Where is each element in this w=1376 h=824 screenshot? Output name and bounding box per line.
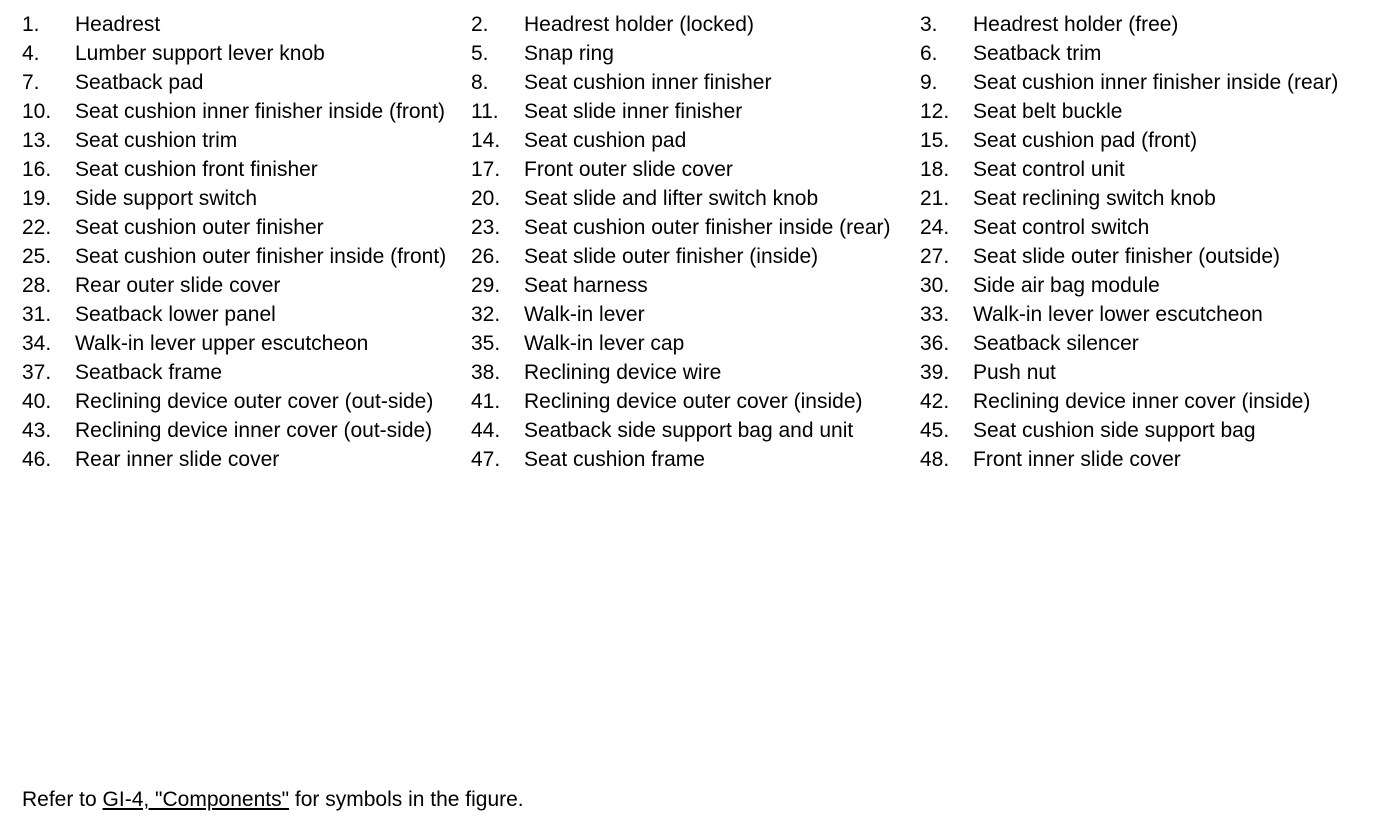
- item-number: 2.: [471, 13, 489, 36]
- item-number: 5.: [471, 42, 489, 65]
- item-number: 32.: [471, 303, 501, 326]
- item-label: Seat slide and lifter switch knob: [524, 187, 819, 210]
- legend-item: [920, 387, 1362, 416]
- item-label: Side support switch: [75, 187, 258, 210]
- item-label: Seat harness: [524, 274, 648, 297]
- item-label: Seat cushion frame: [524, 448, 705, 471]
- note-prefix: Refer to: [22, 788, 103, 811]
- legend-item: [920, 300, 1362, 329]
- item-number: 13.: [22, 129, 52, 152]
- item-number: 12.: [920, 100, 950, 123]
- item-number: 11.: [471, 100, 499, 123]
- legend-row: [22, 445, 1362, 474]
- item-label: Front outer slide cover: [524, 158, 733, 181]
- legend-item: [22, 39, 471, 68]
- legend-item: [920, 445, 1362, 474]
- item-number: 40.: [22, 390, 52, 413]
- item-number: 31.: [22, 303, 52, 326]
- legend-item: [920, 126, 1362, 155]
- item-number: 42.: [920, 390, 950, 413]
- item-label: Seat cushion outer finisher: [75, 216, 324, 239]
- item-number: 44.: [471, 419, 501, 442]
- legend-item: [920, 10, 1362, 39]
- item-number: 21.: [920, 187, 950, 210]
- item-number: 16.: [22, 158, 52, 181]
- item-label: Reclining device inner cover (out-side): [75, 419, 433, 442]
- item-number: 18.: [920, 158, 950, 181]
- item-number: 15.: [920, 129, 950, 152]
- item-label: Seatback side support bag and unit: [524, 419, 854, 442]
- item-number: 48.: [920, 448, 950, 471]
- item-number: 19.: [22, 187, 52, 210]
- item-label: Seat cushion front finisher: [75, 158, 318, 181]
- item-number: 29.: [471, 274, 501, 297]
- item-number: 33.: [920, 303, 950, 326]
- item-number: 23.: [471, 216, 501, 239]
- legend-item: [22, 387, 471, 416]
- components-reference-link[interactable]: GI-4, "Components": [102, 788, 290, 811]
- item-label: Walk-in lever cap: [524, 332, 685, 355]
- item-number: 35.: [471, 332, 501, 355]
- legend-item: [471, 387, 920, 416]
- item-label: Reclining device outer cover (out-side): [75, 390, 434, 413]
- item-number: 26.: [471, 245, 501, 268]
- legend-item: [22, 10, 471, 39]
- legend-item: [920, 358, 1362, 387]
- legend-item: [22, 184, 471, 213]
- item-number: 45.: [920, 419, 950, 442]
- item-label: Walk-in lever: [524, 303, 645, 326]
- item-label: Seat belt buckle: [973, 100, 1123, 123]
- item-label: Reclining device outer cover (inside): [524, 390, 863, 413]
- item-number: 39.: [920, 361, 950, 384]
- legend-item: [471, 184, 920, 213]
- item-label: Seat slide outer finisher (outside): [973, 245, 1280, 268]
- note-suffix: for symbols in the figure.: [289, 788, 524, 811]
- legend-row: [22, 416, 1362, 445]
- item-number: 14.: [471, 129, 501, 152]
- item-label: Walk-in lever lower escutcheon: [973, 303, 1263, 326]
- legend-row: [22, 97, 1362, 126]
- legend-row: [22, 242, 1362, 271]
- item-label: Seatback trim: [973, 42, 1102, 65]
- item-number: 1.: [22, 13, 40, 36]
- item-label: Seat slide outer finisher (inside): [524, 245, 819, 268]
- item-number: 46.: [22, 448, 52, 471]
- item-number: 27.: [920, 245, 950, 268]
- item-label: Seat cushion trim: [75, 129, 238, 152]
- item-label: Seat slide inner finisher: [524, 100, 743, 123]
- item-number: 34.: [22, 332, 52, 355]
- item-number: 3.: [920, 13, 938, 36]
- item-number: 17.: [471, 158, 501, 181]
- item-number: 20.: [471, 187, 501, 210]
- legend-item: [471, 271, 920, 300]
- legend-item: [471, 126, 920, 155]
- item-label: Seat cushion outer finisher inside (rear): [524, 216, 891, 239]
- item-label: Snap ring: [524, 42, 614, 65]
- item-label: Seat cushion pad (front): [973, 129, 1198, 152]
- item-label: Seat reclining switch knob: [973, 187, 1216, 210]
- item-label: Seatback frame: [75, 361, 223, 384]
- item-number: 30.: [920, 274, 950, 297]
- item-label: Seatback pad: [75, 71, 204, 94]
- legend-item: [471, 416, 920, 445]
- item-label: Seat cushion inner finisher inside (front): [75, 100, 446, 123]
- item-label: Seat cushion inner finisher: [524, 71, 772, 94]
- item-label: Reclining device wire: [524, 361, 722, 384]
- legend-row: [22, 68, 1362, 97]
- legend-item: [920, 68, 1362, 97]
- legend-item: [22, 97, 471, 126]
- item-label: Front inner slide cover: [973, 448, 1181, 471]
- legend-item: [920, 213, 1362, 242]
- legend-item: [920, 242, 1362, 271]
- legend-item: [22, 271, 471, 300]
- legend-item: [920, 155, 1362, 184]
- item-number: 9.: [920, 71, 938, 94]
- item-label: Lumber support lever knob: [75, 42, 325, 65]
- item-number: 41.: [471, 390, 501, 413]
- item-number: 8.: [471, 71, 489, 94]
- item-number: 37.: [22, 361, 52, 384]
- legend-item: [22, 213, 471, 242]
- item-number: 47.: [471, 448, 501, 471]
- legend-item: [22, 445, 471, 474]
- legend-item: [920, 416, 1362, 445]
- legend-item: [471, 358, 920, 387]
- item-label: Headrest holder (locked): [524, 13, 754, 36]
- legend-item: [920, 184, 1362, 213]
- symbols-reference-note: [22, 785, 524, 814]
- legend-item: [22, 155, 471, 184]
- item-label: Push nut: [973, 361, 1056, 384]
- legend-row: [22, 184, 1362, 213]
- legend-row: [22, 213, 1362, 242]
- item-number: 4.: [22, 42, 40, 65]
- item-number: 25.: [22, 245, 52, 268]
- item-number: 38.: [471, 361, 501, 384]
- item-number: 24.: [920, 216, 950, 239]
- item-label: Seat control switch: [973, 216, 1150, 239]
- item-label: Seat control unit: [973, 158, 1125, 181]
- legend-item: [920, 97, 1362, 126]
- legend-item: [920, 329, 1362, 358]
- legend-row: [22, 126, 1362, 155]
- item-label: Rear inner slide cover: [75, 448, 280, 471]
- legend-item: [471, 39, 920, 68]
- legend-item: [22, 358, 471, 387]
- legend-item: [471, 445, 920, 474]
- legend-item: [471, 213, 920, 242]
- item-label: Seat cushion pad: [524, 129, 687, 152]
- legend-item: [471, 155, 920, 184]
- item-label: Seatback silencer: [973, 332, 1139, 355]
- legend-row: [22, 300, 1362, 329]
- parts-legend: [22, 10, 1362, 474]
- item-label: Headrest holder (free): [973, 13, 1179, 36]
- legend-item: [920, 271, 1362, 300]
- legend-row: [22, 387, 1362, 416]
- item-label: Headrest: [75, 13, 161, 36]
- item-number: 43.: [22, 419, 52, 442]
- legend-item: [22, 68, 471, 97]
- legend-item: [471, 10, 920, 39]
- item-label: Seat cushion inner finisher inside (rear): [973, 71, 1339, 94]
- legend-item: [471, 68, 920, 97]
- item-label: Seat cushion side support bag: [973, 419, 1256, 442]
- item-label: Seat cushion outer finisher inside (front): [75, 245, 447, 268]
- item-label: Seatback lower panel: [75, 303, 276, 326]
- legend-row: [22, 271, 1362, 300]
- legend-item: [920, 39, 1362, 68]
- legend-item: [22, 242, 471, 271]
- legend-item: [22, 126, 471, 155]
- legend-item: [471, 300, 920, 329]
- item-number: 36.: [920, 332, 950, 355]
- legend-row: [22, 329, 1362, 358]
- legend-row: [22, 155, 1362, 184]
- legend-item: [471, 242, 920, 271]
- item-label: Side air bag module: [973, 274, 1160, 297]
- item-label: Rear outer slide cover: [75, 274, 281, 297]
- item-number: 28.: [22, 274, 52, 297]
- legend-item: [22, 329, 471, 358]
- legend-item: [471, 329, 920, 358]
- item-label: Reclining device inner cover (inside): [973, 390, 1311, 413]
- item-label: Walk-in lever upper escutcheon: [75, 332, 369, 355]
- legend-item: [22, 416, 471, 445]
- legend-item: [22, 300, 471, 329]
- item-number: 22.: [22, 216, 52, 239]
- item-number: 10.: [22, 100, 52, 123]
- legend-row: [22, 10, 1362, 39]
- legend-item: [471, 97, 920, 126]
- legend-row: [22, 358, 1362, 387]
- legend-row: [22, 39, 1362, 68]
- item-number: 7.: [22, 71, 40, 94]
- item-number: 6.: [920, 42, 938, 65]
